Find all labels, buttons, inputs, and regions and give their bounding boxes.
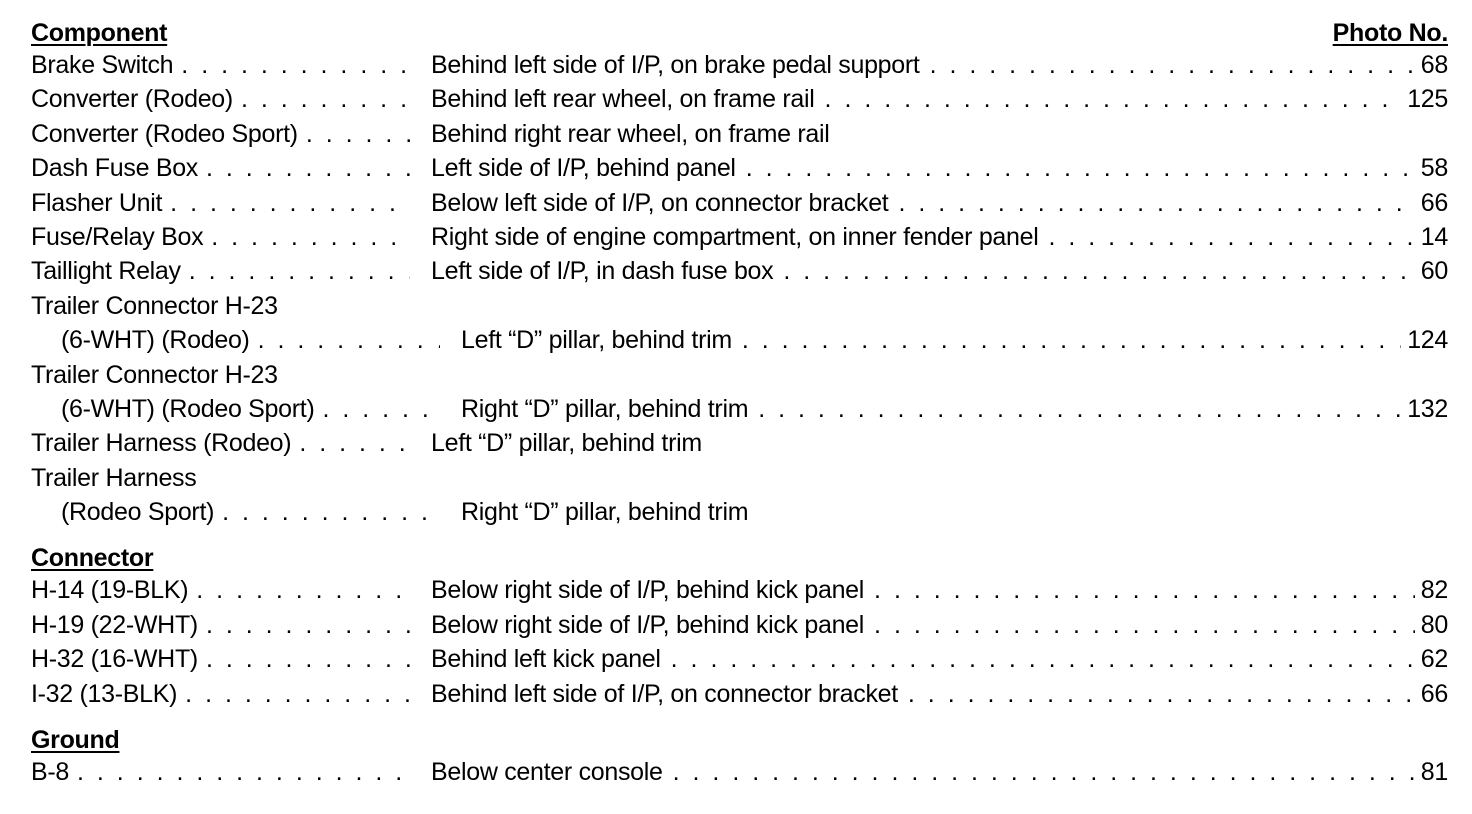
entry-name-line1: Trailer Connector H-23 (31, 360, 278, 389)
leader-dots (196, 573, 410, 607)
entry-photo-number: 58 (1420, 154, 1448, 183)
entry-location: Right “D” pillar, behind trim (461, 498, 749, 527)
entry-photo-number: 81 (1420, 758, 1448, 787)
entry-name-line1: Trailer Connector H-23 (31, 291, 278, 320)
leader-dots (206, 642, 410, 676)
connectors-list (31, 573, 1448, 711)
table-row (31, 677, 1448, 711)
table-row (31, 573, 1448, 607)
entry-name: Converter (Rodeo) (31, 85, 233, 114)
entry-location: Left side of I/P, behind panel (431, 154, 736, 183)
entry-location-cell (431, 220, 1448, 254)
entry-name-cell (31, 254, 416, 288)
entry-location-cell (431, 82, 1448, 116)
entry-location: Left “D” pillar, behind trim (431, 429, 702, 458)
entry-name: (6-WHT) (Rodeo) (61, 326, 250, 355)
leader-dots (746, 151, 1415, 185)
entry-name: I-32 (13-BLK) (31, 679, 178, 708)
table-row (31, 117, 1448, 151)
component-heading: Component (31, 19, 168, 47)
leader-dots (825, 82, 1402, 116)
entry-location-cell (431, 426, 1448, 460)
leader-dots (170, 186, 410, 220)
table-row (31, 392, 1448, 426)
entry-name: Converter (Rodeo Sport) (31, 119, 298, 148)
photo-no-heading: Photo No. (1332, 19, 1448, 47)
grounds-list (31, 755, 1448, 789)
leader-dots (185, 677, 410, 711)
entry-name: Dash Fuse Box (31, 154, 199, 183)
entry-location-cell (461, 392, 1448, 426)
leader-dots (258, 323, 440, 357)
entry-name: Trailer Harness (Rodeo) (31, 429, 292, 458)
entry-photo-number: 62 (1420, 645, 1448, 674)
entry-name: (Rodeo Sport) (61, 498, 215, 527)
entry-photo-number: 80 (1420, 610, 1448, 639)
leader-dots (206, 151, 410, 185)
entry-location-cell (431, 573, 1448, 607)
entry-photo-number: 132 (1407, 394, 1448, 423)
leader-dots (189, 254, 410, 288)
leader-dots (673, 755, 1415, 789)
entry-location: Behind left side of I/P, on connector bracket (431, 679, 898, 708)
entry-location: Left “D” pillar, behind trim (461, 326, 732, 355)
entry-location-cell (431, 677, 1448, 711)
entry-name-cell (31, 220, 416, 254)
entry-location-cell (431, 117, 1448, 151)
entry-location-cell (431, 151, 1448, 185)
entry-photo-number: 60 (1420, 257, 1448, 286)
table-row (31, 254, 1448, 288)
entry-name: Flasher Unit (31, 188, 163, 217)
entry-location-cell (431, 755, 1448, 789)
entry-name-cell (31, 495, 446, 529)
entry-location-cell (461, 495, 1448, 529)
leader-dots (783, 254, 1414, 288)
table-row (31, 608, 1448, 642)
entry-name-line1: Trailer Harness (31, 463, 197, 492)
leader-dots (758, 392, 1401, 426)
leader-dots (206, 608, 410, 642)
leader-dots (930, 48, 1415, 82)
connector-heading-text: Connector (31, 544, 154, 573)
entry-location: Left side of I/P, in dash fuse box (431, 257, 774, 286)
entry-name-cell (31, 323, 446, 357)
entry-photo-number: 14 (1420, 222, 1448, 251)
entry-name-cell (31, 82, 416, 116)
entry-name: B-8 (31, 758, 70, 787)
entry-name-cell (31, 755, 416, 789)
entry-location: Right side of engine compartment, on inner fender panel (431, 222, 1039, 251)
entry-name-cell (31, 48, 416, 82)
entry-name-cell (31, 608, 416, 642)
entry-name-cell (31, 677, 416, 711)
component-location-table (31, 12, 1448, 789)
entry-location-cell (431, 254, 1448, 288)
entry-location-cell (431, 48, 1448, 82)
entry-name-cell (31, 573, 416, 607)
leader-dots (241, 82, 410, 116)
leader-dots (322, 392, 440, 426)
entry-photo-number: 125 (1407, 85, 1448, 114)
leader-dots (222, 495, 440, 529)
entry-name-cell (31, 642, 416, 676)
leader-dots (211, 220, 410, 254)
entry-name-cell (31, 151, 416, 185)
leader-dots (908, 677, 1415, 711)
entry-name-cell (31, 392, 446, 426)
leader-dots (742, 323, 1401, 357)
entry-photo-number: 66 (1420, 679, 1448, 708)
entry-location: Below left side of I/P, on connector bracket (431, 188, 889, 217)
components-list (31, 48, 1448, 529)
entry-name-cell (31, 426, 416, 460)
entry-name: H-32 (16-WHT) (31, 645, 198, 674)
table-row (31, 220, 1448, 254)
leader-dots (299, 426, 410, 460)
table-row (31, 323, 1448, 357)
entry-name: H-19 (22-WHT) (31, 610, 198, 639)
leader-dots (874, 573, 1415, 607)
entry-name: Brake Switch (31, 51, 174, 79)
entry-location: Behind right rear wheel, on frame rail (431, 119, 830, 148)
entry-location: Behind left side of I/P, on brake pedal support (431, 51, 920, 79)
entry-photo-number: 66 (1420, 188, 1448, 217)
entry-photo-number: 68 (1420, 51, 1448, 79)
entry-location-cell (431, 186, 1448, 220)
entry-name: (6-WHT) (Rodeo Sport) (61, 394, 315, 423)
entry-location: Behind left kick panel (431, 645, 661, 674)
entry-location: Right “D” pillar, behind trim (461, 394, 749, 423)
table-row (31, 186, 1448, 220)
table-row (31, 495, 1448, 529)
entry-location: Below right side of I/P, behind kick panel (431, 576, 865, 605)
table-row (31, 426, 1448, 460)
entry-name-cell (31, 186, 416, 220)
leader-dots (874, 608, 1415, 642)
table-row (31, 151, 1448, 185)
ground-heading (31, 719, 1448, 755)
entry-location-cell (431, 608, 1448, 642)
leader-dots (181, 48, 410, 82)
entry-name: Fuse/Relay Box (31, 222, 204, 251)
leader-dots (1049, 220, 1415, 254)
entry-location: Below right side of I/P, behind kick panel (431, 610, 865, 639)
entry-photo-number: 124 (1407, 326, 1448, 355)
leader-dots (898, 186, 1414, 220)
entry-photo-number: 82 (1420, 576, 1448, 605)
leader-dots (306, 117, 410, 151)
entry-name: H-14 (19-BLK) (31, 576, 189, 605)
entry-location-cell (461, 323, 1448, 357)
table-row (31, 48, 1448, 82)
leader-dots (671, 642, 1415, 676)
leader-dots (77, 755, 410, 789)
entry-location: Behind left rear wheel, on frame rail (431, 85, 815, 114)
table-row (31, 82, 1448, 116)
table-header (31, 12, 1448, 48)
entry-location: Below center console (431, 758, 663, 787)
entry-location-cell (431, 642, 1448, 676)
entry-name: Taillight Relay (31, 257, 181, 286)
ground-heading-text: Ground (31, 726, 120, 755)
table-row (31, 755, 1448, 789)
entry-name-cell (31, 117, 416, 151)
table-row (31, 642, 1448, 676)
connector-heading (31, 537, 1448, 573)
